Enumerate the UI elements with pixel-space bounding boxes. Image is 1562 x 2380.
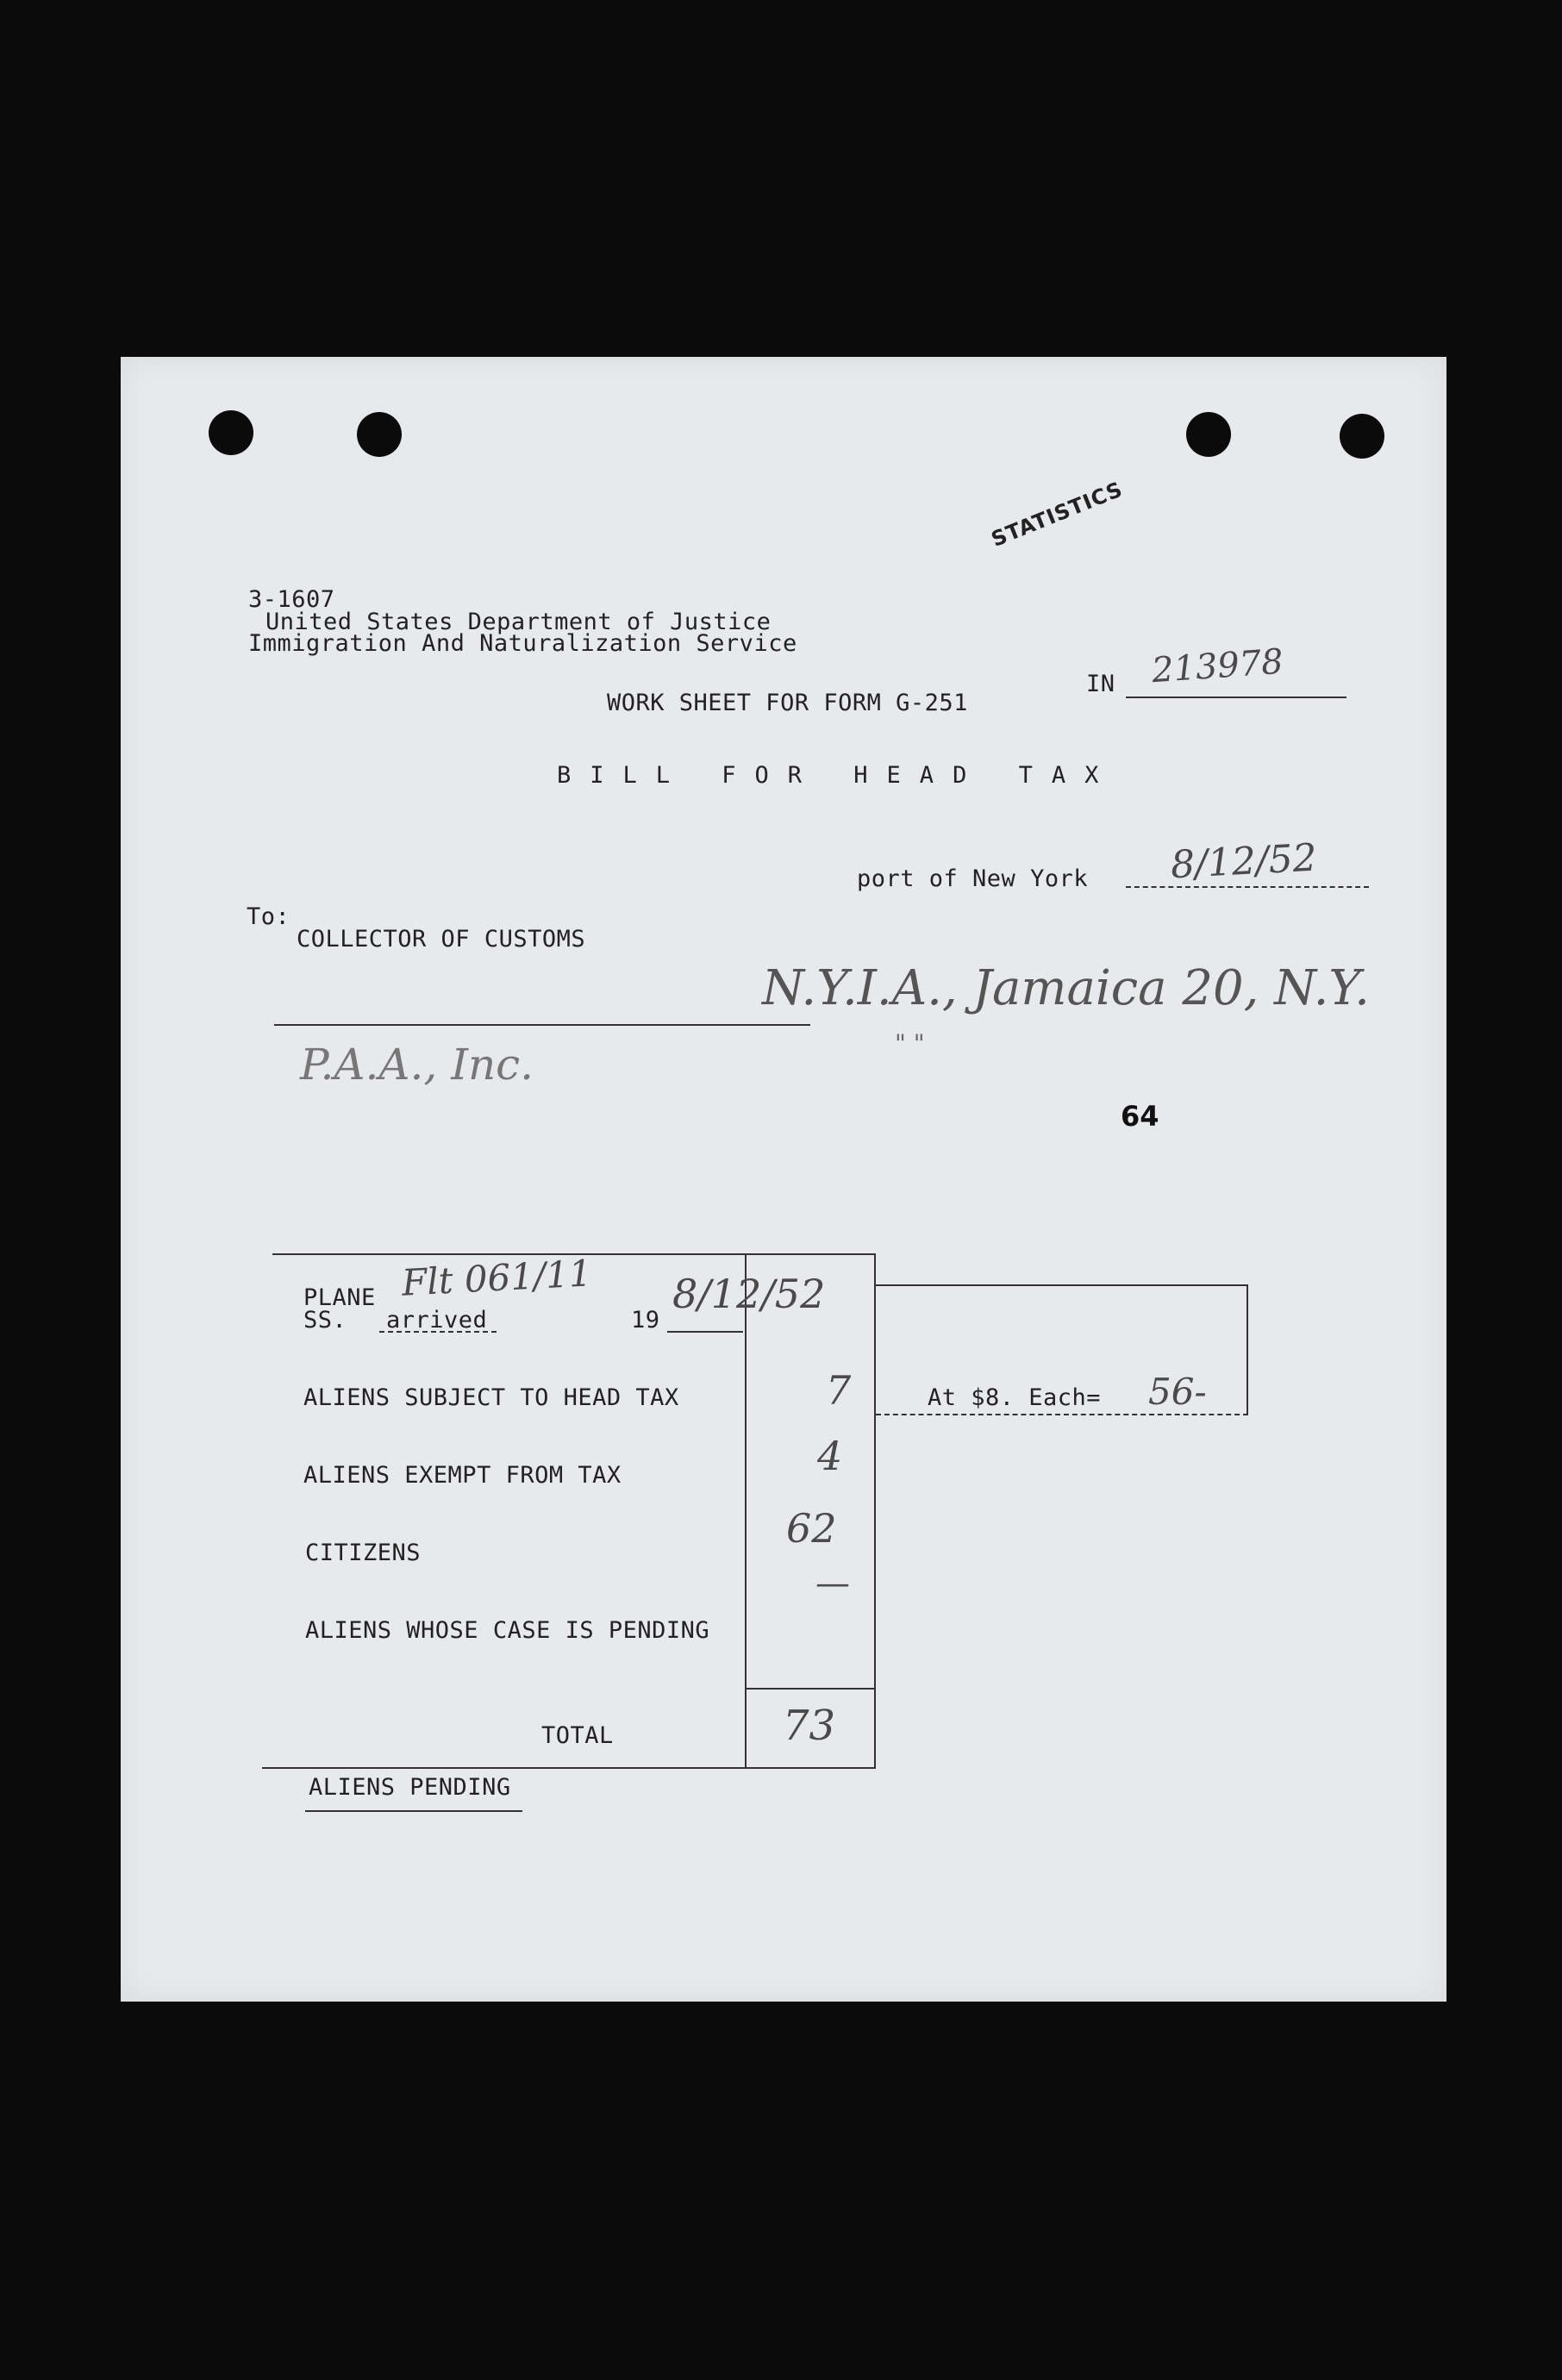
punch-hole — [209, 410, 253, 455]
row-value-pending: — — [815, 1564, 850, 1603]
ss-label: SS. — [303, 1307, 347, 1334]
plane-label: PLANE — [303, 1284, 376, 1311]
row-value-exempt: 4 — [817, 1433, 843, 1479]
value-column-left — [745, 1253, 747, 1769]
handwritten-location: N.Y.I.A., Jamaica 20, N.Y. — [762, 960, 1370, 1016]
punch-hole — [1340, 414, 1384, 459]
table-bottom-line — [262, 1767, 876, 1769]
aliens-pending-underline — [305, 1810, 522, 1812]
row-value-citizens: 62 — [786, 1505, 837, 1552]
aliens-pending-label: ALIENS PENDING — [309, 1774, 511, 1801]
in-number-line — [1126, 697, 1346, 698]
margin-number: 64 — [1121, 1100, 1159, 1133]
recipient-line — [274, 1024, 810, 1026]
year-line — [667, 1331, 743, 1333]
in-number: 213978 — [1150, 641, 1285, 691]
row-label-exempt: ALIENS EXEMPT FROM TAX — [303, 1462, 622, 1489]
rate-amount: 56- — [1148, 1371, 1207, 1413]
handwritten-ditto: " " — [895, 1029, 925, 1058]
form-code: 3-1607 — [248, 586, 335, 613]
worksheet-title: WORK SHEET FOR FORM G-251 — [607, 690, 968, 716]
rate-box-top — [876, 1284, 1248, 1286]
value-column-right — [874, 1253, 876, 1769]
row-label-citizens: CITIZENS — [305, 1540, 422, 1566]
total-label: TOTAL — [541, 1722, 614, 1749]
recipient: COLLECTOR OF CUSTOMS — [297, 926, 586, 953]
rate-box-right — [1246, 1284, 1248, 1414]
arrival-date: 8/12/52 — [672, 1271, 826, 1317]
row-label-subject: ALIENS SUBJECT TO HEAD TAX — [303, 1384, 679, 1411]
punch-hole — [1186, 412, 1231, 457]
port-date-line — [1126, 886, 1369, 888]
row-value-subject: 7 — [826, 1367, 852, 1414]
port-date: 8/12/52 — [1169, 835, 1318, 888]
year-prefix: 19 — [631, 1307, 660, 1334]
punch-hole — [357, 412, 402, 457]
subtotal-line — [745, 1688, 874, 1690]
arrived-label: arrived — [386, 1307, 488, 1334]
port-label: port of New York — [857, 865, 1089, 892]
plane-value: Flt 061/11 — [400, 1252, 593, 1304]
statistics-stamp: STATISTICS — [988, 477, 1127, 552]
to-label: To: — [247, 903, 291, 930]
department-name: United States Department of Justice — [266, 609, 772, 635]
arrived-line — [379, 1331, 497, 1333]
bill-title: BILL FOR HEAD TAX — [557, 762, 1118, 789]
in-label: IN — [1086, 671, 1115, 697]
total-value: 73 — [783, 1702, 836, 1750]
document-page — [121, 357, 1446, 2002]
service-name: Immigration And Naturalization Service — [248, 630, 797, 657]
rate-box-bottom — [876, 1414, 1248, 1415]
row-label-pending: ALIENS WHOSE CASE IS PENDING — [305, 1617, 710, 1644]
handwritten-company: P.A.A., Inc. — [300, 1040, 534, 1090]
rate-label: At $8. Each= — [928, 1384, 1102, 1411]
